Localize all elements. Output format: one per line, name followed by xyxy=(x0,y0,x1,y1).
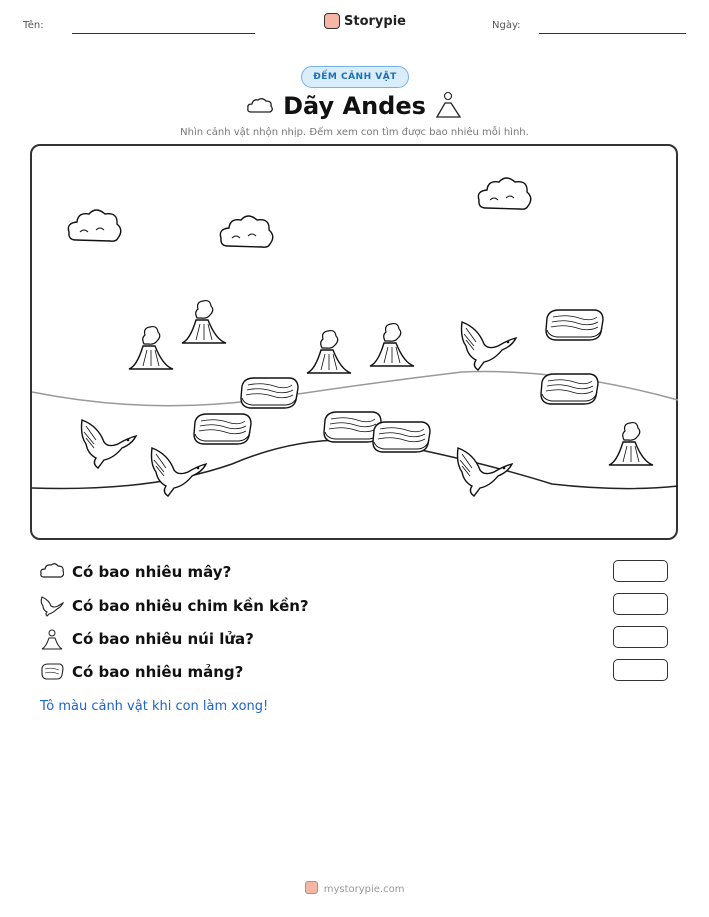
question-condors xyxy=(40,595,309,617)
cloud-icon xyxy=(40,561,64,583)
slab-3 xyxy=(324,412,381,442)
site-url[interactable]: mystorypie.com xyxy=(323,884,405,895)
page-title: Dãy Andes xyxy=(283,92,426,120)
answer-box-clouds[interactable] xyxy=(613,560,668,582)
front-hill-line xyxy=(32,440,678,489)
pig-mascot-icon xyxy=(305,881,318,894)
name-label: Tên: xyxy=(23,20,44,31)
question-text: Có bao nhiêu núi lửa? xyxy=(72,630,254,648)
date-line[interactable] xyxy=(539,33,686,34)
volcano-5 xyxy=(609,423,653,465)
volcano-icon xyxy=(434,90,462,120)
condor-4 xyxy=(458,448,513,496)
coloring-instruction: Tô màu cảnh vật khi con làm xong! xyxy=(40,699,269,714)
slab-5 xyxy=(546,310,603,340)
cloud-3 xyxy=(478,178,530,209)
condor-1 xyxy=(82,420,137,468)
site-footer xyxy=(0,881,709,895)
slab-6 xyxy=(541,374,598,404)
volcano-3 xyxy=(307,331,351,373)
question-volcanoes xyxy=(40,628,254,650)
question-text: Có bao nhiêu mảng? xyxy=(72,663,244,681)
condor-2 xyxy=(152,448,207,496)
slab-4 xyxy=(373,422,430,452)
question-slabs xyxy=(40,661,243,683)
answer-box-volcanoes[interactable] xyxy=(613,626,668,648)
cloud-2 xyxy=(220,216,272,247)
volcano-4 xyxy=(370,324,414,366)
volcano-1 xyxy=(129,327,173,369)
date-label: Ngày: xyxy=(492,20,521,31)
pig-mascot-icon xyxy=(324,13,340,29)
brand-logo xyxy=(324,13,406,29)
condor-3 xyxy=(462,322,517,370)
slab-2 xyxy=(194,414,251,444)
answer-box-condors[interactable] xyxy=(613,593,668,615)
instructions: Nhìn cảnh vật nhộn nhịp. Đếm xem con tìm được bao nhiêu mỗi hình. xyxy=(180,127,529,138)
name-line[interactable] xyxy=(72,33,255,34)
cloud-1 xyxy=(68,210,120,241)
answer-box-slabs[interactable] xyxy=(613,659,668,681)
question-clouds xyxy=(40,561,231,583)
scene-illustration xyxy=(30,144,678,540)
condor-icon xyxy=(40,595,64,617)
volcano-2 xyxy=(182,301,226,343)
category-badge: ĐẾM CẢNH VẬT xyxy=(301,66,409,88)
question-text: Có bao nhiêu chim kền kền? xyxy=(72,597,309,615)
volcano-icon xyxy=(40,628,64,650)
slab-1 xyxy=(241,378,298,408)
brand-name: Storypie xyxy=(344,13,406,29)
question-text: Có bao nhiêu mây? xyxy=(72,563,232,581)
slab-icon xyxy=(40,661,64,683)
